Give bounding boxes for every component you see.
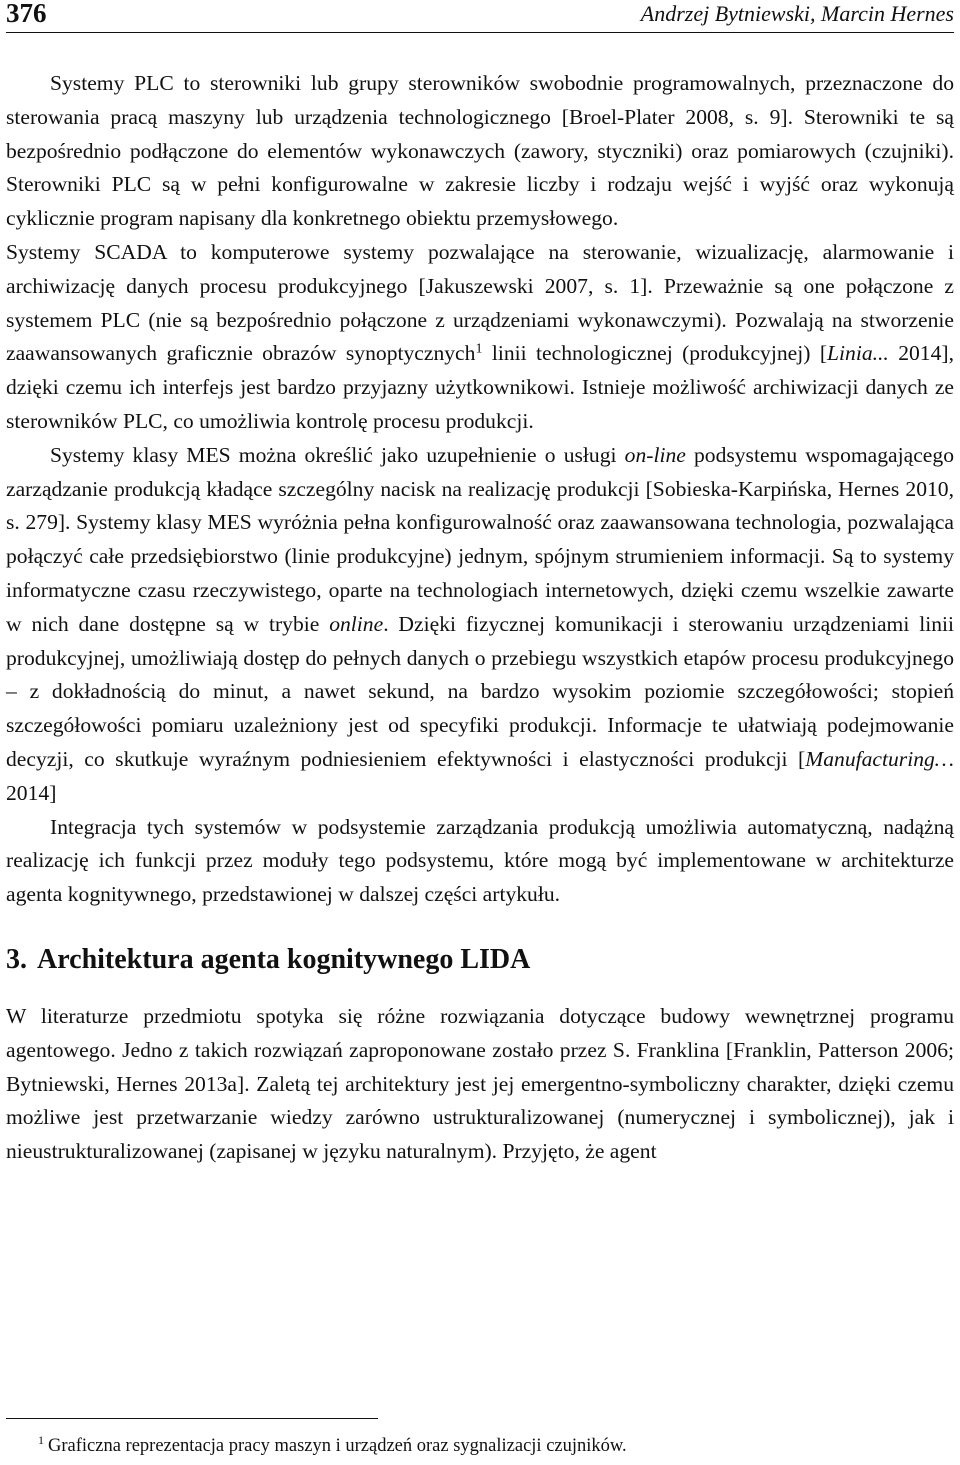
page-number: 376 <box>6 0 47 28</box>
paragraph-text: . Dzięki fizycznej komunikacji i sterowaniu urządzeniami linii produkcyjnej, umożliwiają dostęp do pełnych danych o przebiegu wszystkich etapów procesu produkcyjnego – z dokładnością do minut, a nawet sekund, na bardzo wysokim poziomie szczegółowości; stopień szczegółowości pomiaru uzależniony jest od specyfiki produkcji. Informacje te ułatwiają podejmowanie decyzji, co skutkuje wyraźnym podniesieniem efektywności i elastyczności produkcji [ <box>6 611 954 771</box>
footnote-number: 1 <box>38 1433 45 1448</box>
body-text <box>6 67 954 1169</box>
running-header <box>6 0 954 33</box>
paragraph-text: Systemy SCADA to komputerowe systemy pozwalające na sterowanie, wizualizację, alarmowanie i archiwizację danych procesu produkcyjnego [Jakuszewski 2007, s. 1]. Przeważnie są one połączone z systemem PLC (nie są bezpośrednio połączone z urządzeniami wykonawczymi). Pozwalają na stworzenie zaawansowanych graficznie obrazów synoptycznych <box>6 239 954 366</box>
footnote-text: Graficzna reprezentacja pracy maszyn i urządzeń oraz sygnalizacji czujników. <box>48 1436 627 1456</box>
paragraph-text: 2014], dzięki czemu ich interfejs jest bardzo przyjazny użytkownikowi. Istnieje możliwość archiwizacji danych ze sterowników PLC, co umożliwia kontrolę procesu produkcji. <box>6 341 954 433</box>
italic-term: on-line <box>624 442 686 467</box>
paragraph-text: Integracja tych systemów w podsystemie zarządzania produkcją umożliwia automatyczną, nadążną realizację ich funkcji przez moduły tego podsystemu, które mogą być implementowane w architekturze agenta kognitywnego, przedstawionej w dalszej części artykułu. <box>6 814 954 907</box>
citation-italic: Manufacturing… <box>805 746 954 771</box>
paragraph-text: podsystemu wspomagającego zarządzanie produkcją kładące szczególny nacisk na realizację produkcji [Sobieska-Karpińska, Hernes 2010, s. 279]. Systemy klasy MES wyróżnia pełna konfigurowalność oraz zaawansowana technologia, pozwalająca połączyć całe przedsiębiorstwo (linie produkcyjne) jednym, spójnym strumieniem informacji. Są to systemy informatyczne czasu rzeczywistego, oparte na technologiach internetowych, dzięki czemu wszelkie zawarte w nich dane dostępne są w trybie <box>6 442 954 636</box>
paragraph-text: 2014] <box>6 780 57 805</box>
footnote-divider <box>6 1418 378 1419</box>
paragraph-text: linii technologicznej (produkcyjnej) [ <box>482 341 828 366</box>
section-heading <box>6 942 954 978</box>
paragraph-integration <box>6 811 954 912</box>
section-title: Architektura agenta kognitywnego LIDA <box>37 943 531 975</box>
section-number: 3. <box>6 943 27 975</box>
paragraph-text: Systemy klasy MES można określić jako uzupełnienie o usługi <box>50 442 625 467</box>
italic-term: online <box>329 611 384 636</box>
footnote-reference[interactable]: 1 <box>475 340 483 357</box>
paragraph-scada <box>6 236 954 439</box>
citation-italic: Linia... <box>827 341 889 366</box>
running-header-authors: Andrzej Bytniewski, Marcin Hernes <box>640 1 954 26</box>
paragraph-text: Systemy PLC to sterowniki lub grupy sterowników swobodnie programowalnych, przeznaczone do sterowania pracą maszyny lub urządzenia technologicznego [Broel-Plater 2008, s. 9]. Sterowniki te są bezpośrednio podłączone do elementów wykonawczych (zawory, styczniki) oraz pomiarowych (czujniki). Sterowniki PLC są w pełni konfigurowalne w zakresie liczby i rodzaju wejść i wyjść oraz wykonują cyklicznie program napisany dla konkretnego obiektu przemysłowego. <box>6 71 954 231</box>
paragraph-mes <box>6 439 954 811</box>
paragraph-lida <box>6 1000 954 1169</box>
footnote <box>38 1434 627 1458</box>
paragraph-text: W literaturze przedmiotu spotyka się różne rozwiązania dotyczące budowy wewnętrznej programu agentowego. Jedno z takich rozwiązań zaproponowane zostało przez S. Franklina [Franklin, Patterson 2006; Bytniewski, Hernes 2013a]. Zaletą tej architektury jest jej emergentno-symboliczny charakter, dzięki czemu możliwe jest przetwarzanie wiedzy zarówno ustrukturalizowanej (numerycznej i symbolicznej), jak i nieustrukturalizowanej (zapisanej w języku naturalnym). Przyjęto, że agent <box>6 1003 954 1164</box>
paragraph-plc <box>6 67 954 236</box>
